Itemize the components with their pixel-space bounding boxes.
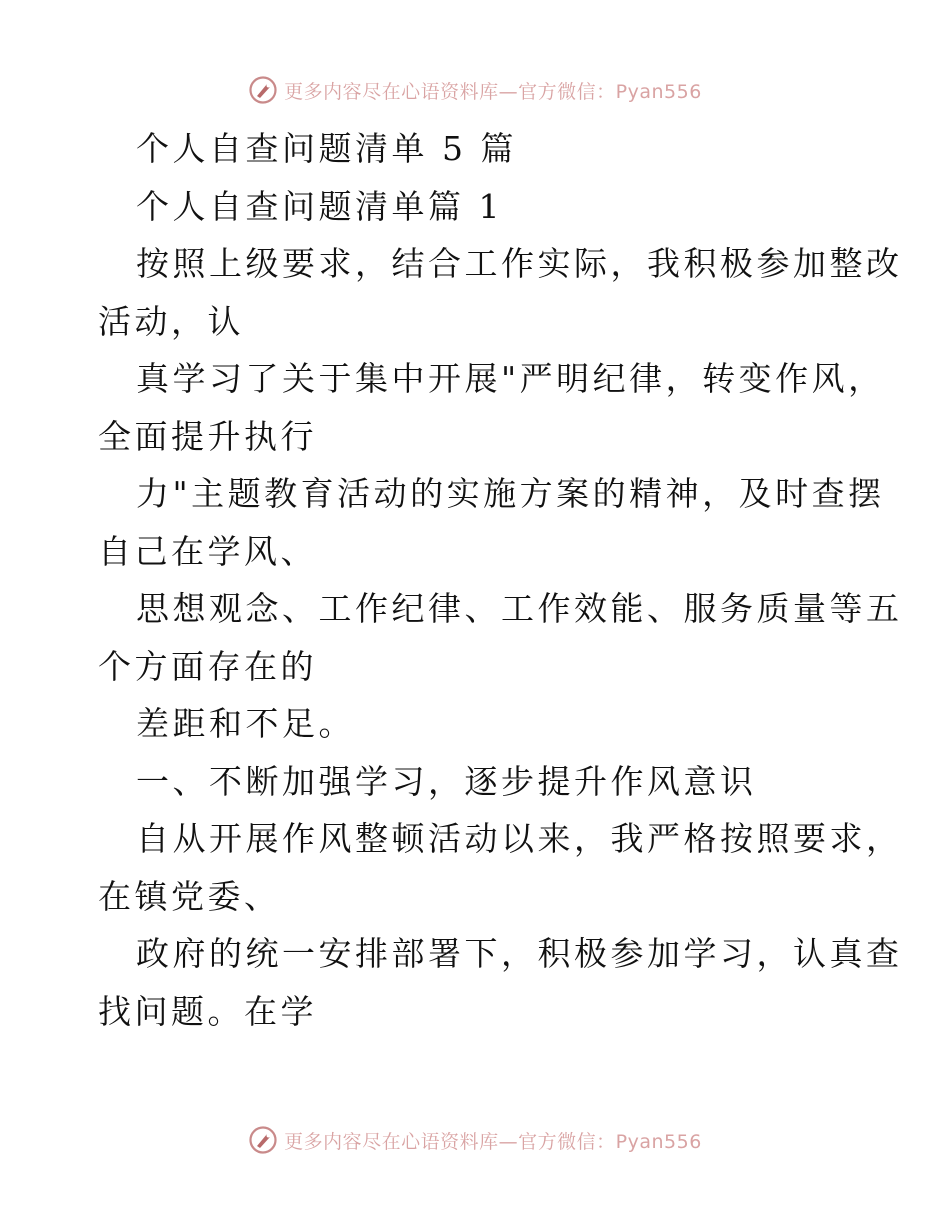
text-line: 力"主题教育活动的实施方案的精神，及时查摆 (136, 474, 885, 513)
text-line: 个方面存在的 (98, 646, 317, 686)
document-body (98, 120, 903, 1040)
text-line: 自从开展作风整顿活动以来，我严格按照要求， (136, 819, 903, 858)
footer-watermark (0, 1120, 950, 1160)
text-line: 在镇党委、 (98, 876, 281, 916)
pen-nib-logo-icon (248, 1125, 278, 1155)
text-line: 自己在学风、 (98, 531, 317, 571)
header-watermark (0, 70, 950, 110)
text-line: 按照上级要求，结合工作实际，我积极参加整改 (136, 244, 903, 283)
text-line: 个人自查问题清单 5 篇 (136, 129, 517, 168)
text-line: 真学习了关于集中开展"严明纪律，转变作风， (136, 359, 885, 398)
text-line: 活动，认 (98, 301, 244, 341)
text-line: 政府的统一安排部署下，积极参加学习，认真查 (136, 934, 903, 973)
watermark-text: 更多内容尽在心语资料库—官方微信：Pyan556 (284, 80, 702, 103)
text-line: 个人自查问题清单篇 1 (136, 186, 503, 226)
pen-nib-logo-icon (248, 75, 278, 105)
watermark-text: 更多内容尽在心语资料库—官方微信：Pyan556 (284, 1130, 702, 1153)
text-line: 找问题。在学 (98, 991, 317, 1031)
text-line: 思想观念、工作纪律、工作效能、服务质量等五 (136, 589, 903, 628)
text-line: 一、不断加强学习，逐步提升作风意识 (136, 761, 757, 801)
text-line: 差距和不足。 (136, 704, 355, 743)
text-line: 全面提升执行 (98, 416, 317, 456)
